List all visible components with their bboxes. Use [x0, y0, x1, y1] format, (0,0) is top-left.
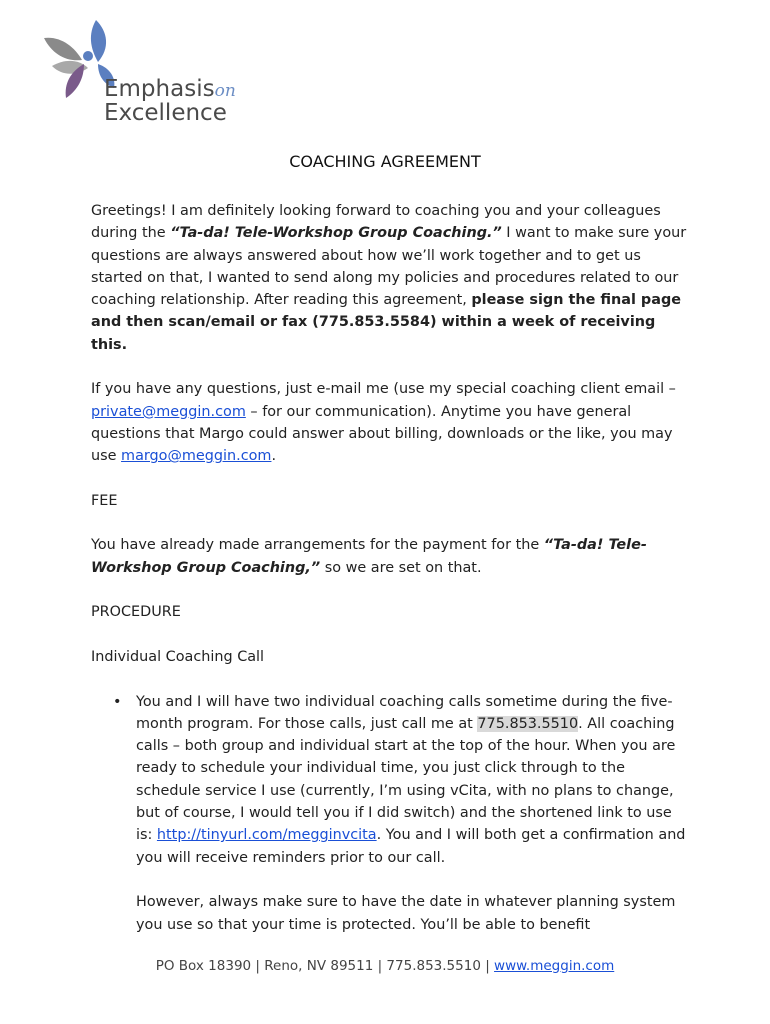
greeting-paragraph: Greetings! I am definitely looking forward to coaching you and your colleagues during the “Ta-da! Tele-Workshop Group Coaching.” I want to make sure your questions are always answered about how we’ll work together and to get us started on that, I wanted to send along my policies and procedures related to our coaching relationship. After reading this agreement, please sign the final page and then scan/email or fax (775.853.5584) within a week of receiving this.	[91, 203, 687, 353]
list-item: • You and I will have two individual coaching calls sometime during the five-month program. For those calls, just call me at 775.853.5510. All coaching calls – both group and individual start at the top of the hour. When you are ready to schedule your individual time, you just click through to the schedule service I use (currently, I’m using vCita, with no plans to change, but of course, I would tell you if I did switch) and the shortened link to use is: http://tinyurl.com/megginvcita. You and I will both get a confirmation and you will receive reminders prior to our call.	[91, 691, 691, 869]
website-link[interactable]: www.meggin.com	[494, 958, 615, 974]
margo-email-link[interactable]: margo@meggin.com	[121, 448, 272, 465]
logo-on: on	[214, 81, 236, 101]
vcita-link[interactable]: http://tinyurl.com/megginvcita	[156, 827, 377, 844]
document-body	[91, 200, 691, 958]
fee-paragraph: You have already made arrangements for the payment for the “Ta-da! Tele-Workshop Group Coaching,” so we are set on that.	[91, 537, 647, 576]
bullet-icon: •	[113, 693, 122, 710]
logo-wordmark-line2: Excellence	[104, 100, 227, 126]
fee-heading: FEE	[91, 492, 118, 509]
page-footer: PO Box 18390 | Reno, NV 89511 | 775.853.5510 | www.meggin.com	[155, 958, 615, 974]
logo-wordmark-line1: Emphasison	[104, 76, 236, 102]
private-email-link[interactable]: private@meggin.com	[91, 403, 246, 420]
procedure-heading: PROCEDURE	[91, 604, 181, 621]
document-title: COACHING AGREEMENT	[289, 152, 481, 171]
planning-paragraph: However, always make sure to have the date in whatever planning system you use so that your time is protected. You’ll be able to benefit	[136, 894, 676, 933]
individual-call-heading: Individual Coaching Call	[91, 648, 265, 665]
phone-number: 775.853.5510	[477, 715, 579, 732]
contact-paragraph: If you have any questions, just e-mail me (use my special coaching client email – private@meggin.com – for our communication). Anytime you have general questions that Margo could answer about billing, downloads or the like, you may use margo@meggin.com.	[91, 381, 676, 465]
company-logo	[38, 18, 258, 128]
